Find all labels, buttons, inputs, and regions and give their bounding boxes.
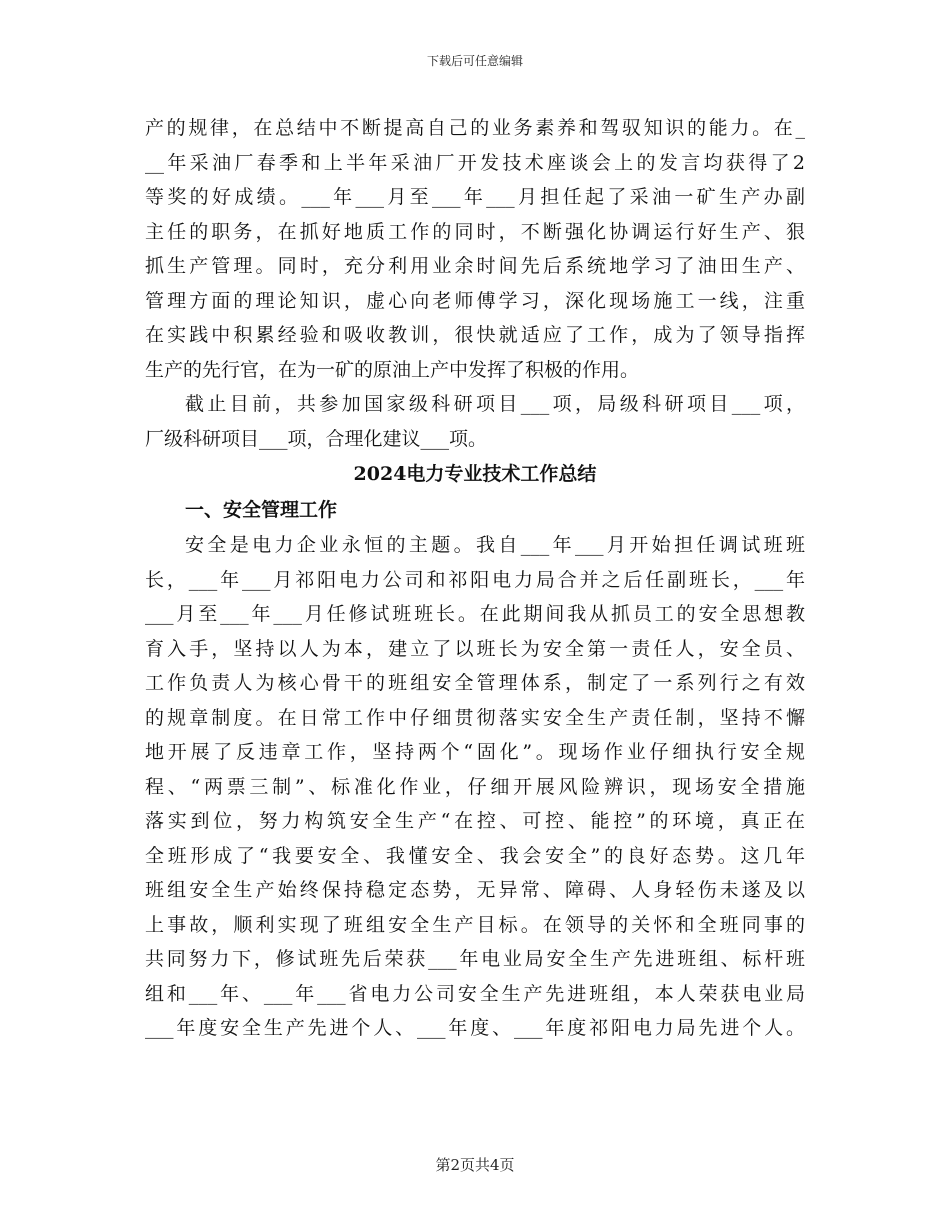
page-footer: 第2页共4页 [435, 1156, 515, 1174]
text-line: 主任的职务，在抓好地质工作的同时，不断强化协调运行好生产、狠 [145, 220, 805, 243]
text-line: 共同努力下，修试班先后荣获___年电业局安全生产先进班组、标杆班 [145, 948, 805, 970]
text-line: 抓生产管理。同时，充分利用业余时间先后系统地学习了油田生产、 [145, 255, 805, 277]
text-line: __年采油厂春季和上半年采油厂开发技术座谈会上的发言均获得了2 [145, 151, 805, 174]
text-line: 管理方面的理论知识，虚心向老师傅学习，深化现场施工一线，注重 [145, 289, 805, 312]
text-line: 产的规律，在总结中不断提高自己的业务素养和驾驭知识的能力。在_ [145, 117, 805, 139]
section-title: 2024电力专业技术工作总结 [353, 463, 597, 485]
page-header: 下载后可任意编辑 [426, 54, 523, 68]
paragraph-3 [145, 528, 805, 1046]
text-line: 截止目前，共参加国家级科研项目___项，局级科研项目___项， [185, 393, 805, 415]
document-body [145, 111, 805, 1046]
text-line: 的规章制度。在日常工作中仔细贯彻落实安全生产责任制，坚持不懈 [145, 706, 805, 729]
text-line: 组和___年、___年___省电力公司安全生产先进班组，本人荣获电业局 [145, 982, 805, 1005]
subheading: 一、安全管理工作 [185, 499, 338, 521]
text-line: 工作负责人为核心骨干的班组安全管理体系，制定了一系列行之有效 [145, 672, 805, 694]
text-line: 程、“两票三制”、标准化作业，仔细开展风险辨识，现场安全措施 [145, 775, 805, 798]
text-line: 落实到位，努力构筑安全生产“在控、可控、能控”的环境，真正在 [145, 810, 805, 832]
text-line: 班组安全生产始终保持稳定态势，无异常、障碍、人身轻伤未遂及以 [145, 879, 805, 901]
text-line: 生产的先行官，在为一矿的原油上产中发挥了积极的作用。 [145, 358, 640, 381]
text-line: 地开展了反违章工作，坚持两个“固化”。现场作业仔细执行安全规 [145, 741, 805, 763]
paragraph-2 [145, 387, 805, 456]
text-line: 在实践中积累经验和吸收教训，很快就适应了工作，成为了领导指挥 [145, 324, 805, 346]
paragraph-1 [145, 111, 805, 387]
text-line: 长，___年___月祁阳电力公司和祁阳电力局合并之后任副班长，___年 [145, 568, 805, 591]
text-line: 安全是电力企业永恒的主题。我自___年___月开始担任调试班班 [185, 534, 805, 556]
text-line: ___月至___年___月任修试班班长。在此期间我从抓员工的安全思想教 [145, 603, 805, 625]
text-line: 育入手，坚持以人为本，建立了以班长为安全第一责任人，安全员、 [145, 637, 805, 660]
text-line: 厂级科研项目___项，合理化建议___项。 [145, 427, 488, 450]
text-line: 等奖的好成绩。___年___月至___年___月担任起了采油一矿生产办副 [145, 186, 805, 208]
text-line: 上事故，顺利实现了班组安全生产目标。在领导的关怀和全班同事的 [145, 913, 805, 936]
text-line: ___年度安全生产先进个人、___年度、___年度祁阳电力局先进个人。 [145, 1017, 805, 1039]
text-line: 全班形成了“我要安全、我懂安全、我会安全”的良好态势。这几年 [145, 844, 805, 867]
